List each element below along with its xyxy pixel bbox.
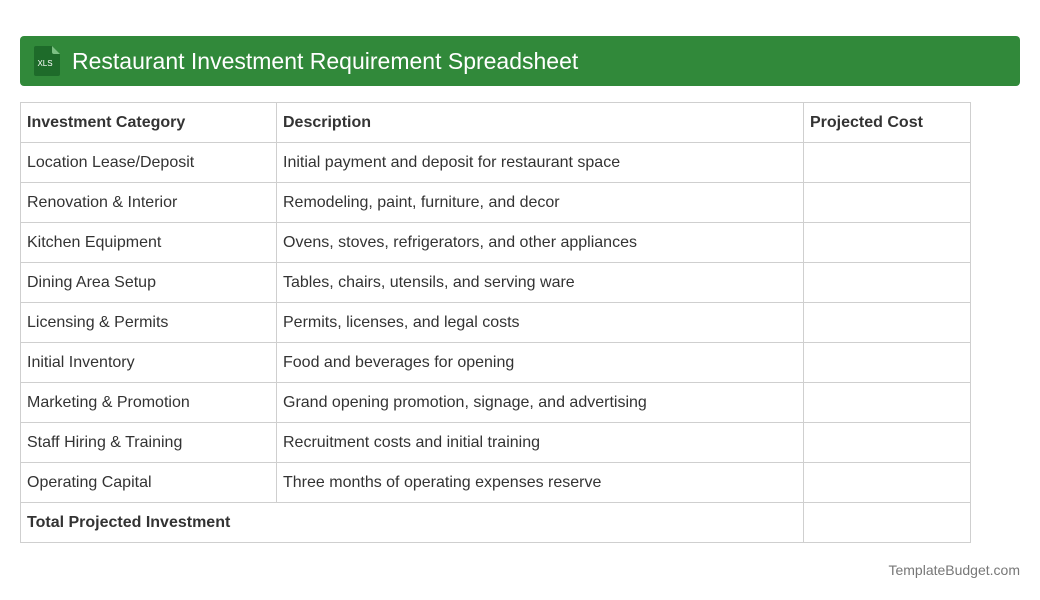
table-row (21, 463, 971, 503)
cost-cell[interactable] (804, 183, 971, 223)
column-header-category: Investment Category (21, 103, 277, 143)
description-cell: Remodeling, paint, furniture, and decor (277, 183, 804, 223)
table-row (21, 343, 971, 383)
category-cell: Staff Hiring & Training (21, 423, 277, 463)
total-row (21, 503, 971, 543)
category-cell: Kitchen Equipment (21, 223, 277, 263)
category-cell: Renovation & Interior (21, 183, 277, 223)
table-row (21, 423, 971, 463)
cost-cell[interactable] (804, 263, 971, 303)
description-cell: Tables, chairs, utensils, and serving ware (277, 263, 804, 303)
investment-table (20, 102, 971, 543)
category-cell: Dining Area Setup (21, 263, 277, 303)
table-row (21, 183, 971, 223)
title-bar (20, 36, 1020, 86)
description-cell: Ovens, stoves, refrigerators, and other appliances (277, 223, 804, 263)
category-cell: Licensing & Permits (21, 303, 277, 343)
cost-cell[interactable] (804, 423, 971, 463)
table-row (21, 263, 971, 303)
xls-file-icon (32, 46, 60, 76)
table-header-row (21, 103, 971, 143)
cost-cell[interactable] (804, 223, 971, 263)
description-cell: Food and beverages for opening (277, 343, 804, 383)
cost-cell[interactable] (804, 143, 971, 183)
footer-credit: TemplateBudget.com (888, 562, 1020, 578)
category-cell: Initial Inventory (21, 343, 277, 383)
cost-cell[interactable] (804, 383, 971, 423)
category-cell: Marketing & Promotion (21, 383, 277, 423)
column-header-cost: Projected Cost (804, 103, 971, 143)
table-row (21, 143, 971, 183)
cost-cell[interactable] (804, 303, 971, 343)
category-cell: Location Lease/Deposit (21, 143, 277, 183)
xls-icon-label: XLS (37, 59, 53, 68)
total-cost-cell[interactable] (804, 503, 971, 543)
description-cell: Recruitment costs and initial training (277, 423, 804, 463)
description-cell: Grand opening promotion, signage, and advertising (277, 383, 804, 423)
category-cell: Operating Capital (21, 463, 277, 503)
cost-cell[interactable] (804, 343, 971, 383)
description-cell: Three months of operating expenses reserve (277, 463, 804, 503)
description-cell: Permits, licenses, and legal costs (277, 303, 804, 343)
page-title: Restaurant Investment Requirement Spreadsheet (72, 48, 579, 74)
cost-cell[interactable] (804, 463, 971, 503)
table-row (21, 223, 971, 263)
table-row (21, 303, 971, 343)
description-cell: Initial payment and deposit for restaurant space (277, 143, 804, 183)
table-row (21, 383, 971, 423)
column-header-description: Description (277, 103, 804, 143)
total-label: Total Projected Investment (21, 503, 804, 543)
